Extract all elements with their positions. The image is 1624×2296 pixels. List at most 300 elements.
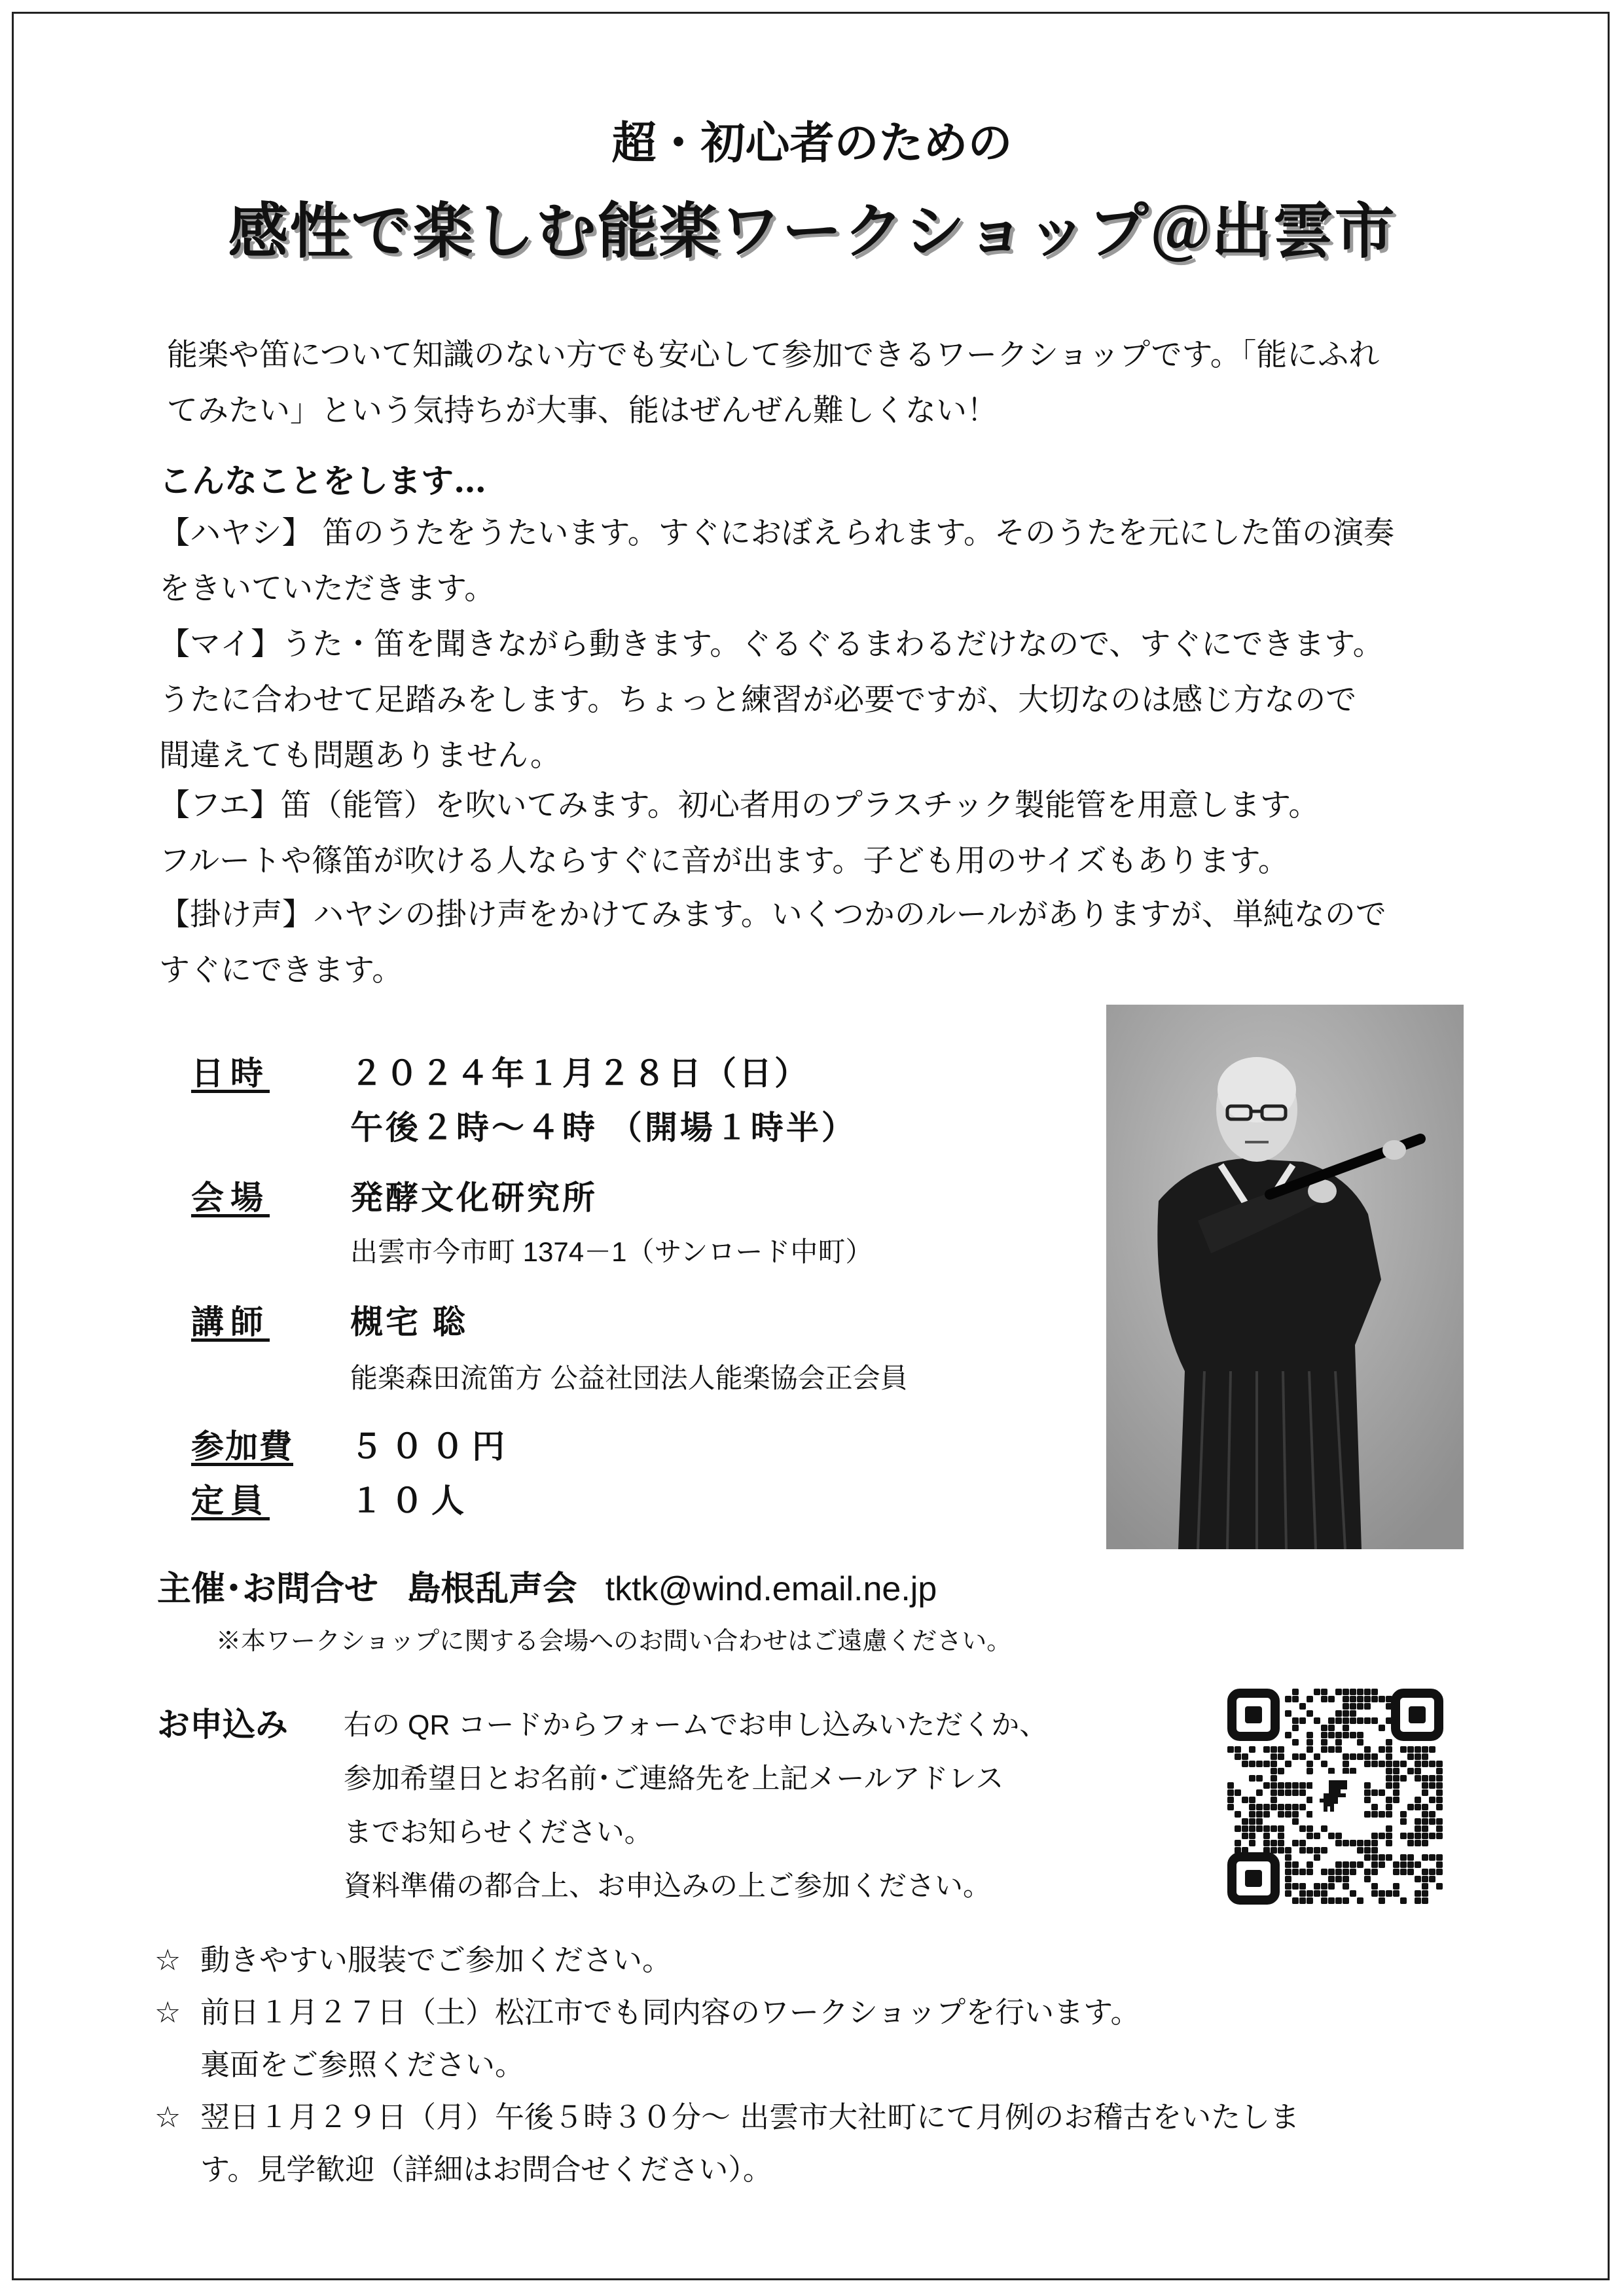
venue-value: 発酵文化研究所 <box>350 1179 598 1216</box>
page-title: 感性で楽しむ能楽ワークショップ＠出雲市 <box>228 196 1396 266</box>
qr-module <box>1307 1897 1313 1904</box>
qr-module <box>1350 1732 1356 1738</box>
apply-text <box>344 1698 1047 1913</box>
qr-module <box>1299 1869 1306 1875</box>
qr-module <box>1321 1847 1327 1854</box>
qr-module <box>1350 1890 1356 1897</box>
qr-module <box>1314 1833 1320 1839</box>
qr-module <box>1292 1861 1299 1868</box>
activity-line: すぐにできます。 <box>159 952 403 988</box>
qr-module <box>1415 1897 1421 1904</box>
qr-module <box>1393 1797 1399 1803</box>
qr-module <box>1357 1696 1363 1702</box>
qr-module <box>1350 1710 1356 1717</box>
qr-module <box>1415 1768 1421 1774</box>
qr-module <box>1321 1689 1327 1695</box>
qr-module <box>1335 1746 1342 1753</box>
qr-module <box>1400 1869 1407 1875</box>
qr-module <box>1371 1890 1378 1897</box>
contact-note: ※本ワークショップに関する会場へのお問い合わせはご遠慮ください。 <box>216 1626 1012 1655</box>
qr-module <box>1328 1869 1335 1875</box>
qr-module <box>1263 1782 1270 1789</box>
qr-module <box>1292 1717 1299 1724</box>
qr-module <box>1386 1746 1392 1753</box>
contact-label: 主催･お問合せ <box>157 1570 379 1608</box>
qr-module <box>1386 1768 1392 1774</box>
qr-module <box>1278 1825 1284 1832</box>
qr-module <box>1379 1890 1385 1897</box>
qr-module <box>1407 1804 1414 1810</box>
qr-module <box>1386 1840 1392 1846</box>
qr-module <box>1292 1725 1299 1731</box>
qr-module <box>1271 1768 1277 1774</box>
qr-module <box>1350 1689 1356 1695</box>
fee-label: 参加費 <box>191 1428 293 1465</box>
qr-module <box>1407 1768 1414 1774</box>
qr-module <box>1371 1833 1378 1839</box>
qr-module <box>1235 1753 1241 1760</box>
qr-module <box>1436 1804 1443 1810</box>
qr-module <box>1364 1689 1371 1695</box>
star-icon: ☆ <box>154 1995 181 2030</box>
capacity-label: 定員 <box>191 1482 270 1519</box>
qr-module <box>1256 1811 1263 1818</box>
qr-module <box>1386 1890 1392 1897</box>
qr-module <box>1393 1890 1399 1897</box>
qr-module <box>1321 1869 1327 1875</box>
qr-module <box>1422 1782 1428 1789</box>
qr-module <box>1249 1804 1255 1810</box>
qr-module <box>1285 1876 1291 1882</box>
qr-module <box>1422 1811 1428 1818</box>
qr-module <box>1299 1753 1306 1760</box>
qr-module <box>1278 1804 1284 1810</box>
qr-module <box>1415 1818 1421 1825</box>
qr-module <box>1379 1811 1385 1818</box>
qr-module <box>1307 1811 1313 1818</box>
qr-module <box>1436 1782 1443 1789</box>
qr-module <box>1285 1804 1291 1810</box>
qr-module <box>1393 1782 1399 1789</box>
qr-module <box>1285 1883 1291 1890</box>
qr-module <box>1249 1746 1255 1753</box>
date-value: ２０２４年１月２８日（日） <box>350 1055 810 1092</box>
qr-module <box>1263 1804 1270 1810</box>
qr-module <box>1299 1897 1306 1904</box>
activity-mai <box>159 617 1384 783</box>
star-icon: ☆ <box>154 2100 181 2134</box>
qr-module <box>1422 1746 1428 1753</box>
qr-module <box>1357 1739 1363 1746</box>
qr-module <box>1422 1753 1428 1760</box>
qr-module <box>1307 1861 1313 1868</box>
qr-module <box>1285 1861 1291 1868</box>
qr-module <box>1429 1775 1435 1782</box>
qr-module <box>1321 1739 1327 1746</box>
contact-org: 島根乱声会 <box>406 1570 577 1608</box>
qr-module <box>1321 1746 1327 1753</box>
activity-line: フルートや篠笛が吹ける人ならすぐに音が出ます。子ども用のサイズもあります。 <box>159 843 1289 879</box>
qr-module <box>1422 1804 1428 1810</box>
qr-module <box>1321 1725 1327 1731</box>
qr-module <box>1357 1753 1363 1760</box>
qr-module <box>1249 1833 1255 1839</box>
qr-module <box>1436 1833 1443 1839</box>
qr-module <box>1249 1811 1255 1818</box>
qr-module <box>1371 1717 1378 1724</box>
qr-module <box>1400 1818 1407 1825</box>
qr-module <box>1400 1897 1407 1904</box>
qr-module <box>1436 1775 1443 1782</box>
qr-module <box>1314 1717 1320 1724</box>
instructor-value: 槻宅 聡 <box>350 1304 468 1340</box>
qr-module <box>1364 1789 1371 1796</box>
qr-module <box>1422 1890 1428 1897</box>
qr-module <box>1350 1717 1356 1724</box>
qr-module <box>1321 1897 1327 1904</box>
qr-module <box>1350 1753 1356 1760</box>
qr-module <box>1314 1689 1320 1695</box>
qr-module <box>1263 1833 1270 1839</box>
qr-module <box>1386 1811 1392 1818</box>
qr-module <box>1364 1753 1371 1760</box>
qr-module <box>1357 1703 1363 1710</box>
qr-module <box>1256 1804 1263 1810</box>
qr-module <box>1328 1833 1335 1839</box>
qr-module <box>1371 1847 1378 1854</box>
qr-module <box>1436 1825 1443 1832</box>
qr-module <box>1407 1840 1414 1846</box>
qr-module <box>1422 1789 1428 1796</box>
qr-module <box>1422 1818 1428 1825</box>
qr-module <box>1400 1811 1407 1818</box>
qr-module <box>1436 1861 1443 1868</box>
qr-module <box>1436 1854 1443 1861</box>
qr-module <box>1429 1818 1435 1825</box>
qr-module <box>1227 1797 1234 1803</box>
qr-module <box>1393 1789 1399 1796</box>
qr-module <box>1271 1775 1277 1782</box>
qr-module <box>1235 1825 1241 1832</box>
qr-module <box>1429 1811 1435 1818</box>
qr-module <box>1371 1840 1378 1846</box>
qr-module <box>1357 1689 1363 1695</box>
qr-module <box>1292 1804 1299 1810</box>
qr-module <box>1321 1890 1327 1897</box>
qr-module <box>1422 1883 1428 1890</box>
qr-module <box>1343 1732 1349 1738</box>
qr-module <box>1321 1883 1327 1890</box>
notes-list <box>154 1934 1299 2196</box>
qr-module <box>1371 1689 1378 1695</box>
qr-module <box>1328 1696 1335 1702</box>
qr-module <box>1407 1833 1414 1839</box>
note-item <box>154 1986 1299 2091</box>
qr-module <box>1400 1746 1407 1753</box>
qr-module <box>1299 1840 1306 1846</box>
qr-module <box>1321 1696 1327 1702</box>
qr-module <box>1436 1818 1443 1825</box>
qr-module <box>1422 1775 1428 1782</box>
qr-module <box>1386 1761 1392 1767</box>
qr-module <box>1371 1761 1378 1767</box>
qr-module <box>1343 1717 1349 1724</box>
qr-module <box>1307 1696 1313 1702</box>
qr-module <box>1292 1840 1299 1846</box>
qr-module <box>1415 1746 1421 1753</box>
qr-module <box>1278 1840 1284 1846</box>
note-item <box>154 1934 1299 1986</box>
qr-module <box>1379 1789 1385 1796</box>
qr-module <box>1415 1804 1421 1810</box>
qr-module <box>1278 1847 1284 1854</box>
qr-module <box>1285 1854 1291 1861</box>
apply-line: までお知らせください。 <box>344 1817 653 1848</box>
qr-module <box>1357 1861 1363 1868</box>
qr-module <box>1371 1861 1378 1868</box>
note-line: す。見学歓迎（詳細はお問合せください）。 <box>200 2152 772 2187</box>
qr-module <box>1371 1869 1378 1875</box>
capacity-value: １０人 <box>350 1482 472 1519</box>
fee-value: ５００円 <box>350 1428 513 1465</box>
qr-module <box>1256 1825 1263 1832</box>
qr-module <box>1343 1876 1349 1882</box>
qr-module <box>1371 1883 1378 1890</box>
qr-module <box>1335 1869 1342 1875</box>
qr-module <box>1321 1825 1327 1832</box>
qr-module <box>1285 1782 1291 1789</box>
qr-module <box>1314 1890 1320 1897</box>
qr-module <box>1371 1854 1378 1861</box>
qr-module <box>1422 1761 1428 1767</box>
qr-module <box>1242 1825 1248 1832</box>
qr-module <box>1299 1717 1306 1724</box>
qr-module <box>1271 1761 1277 1767</box>
activity-line: 【フエ】笛（能管）を吹いてみます。初心者用のプラスチック製能管を用意します。 <box>159 787 1320 823</box>
qr-module <box>1407 1854 1414 1861</box>
qr-module <box>1328 1876 1335 1882</box>
qr-module <box>1407 1753 1414 1760</box>
qr-module <box>1335 1897 1342 1904</box>
qr-module <box>1343 1883 1349 1890</box>
qr-module <box>1386 1797 1392 1803</box>
qr-module <box>1278 1811 1284 1818</box>
qr-module <box>1371 1789 1378 1796</box>
contact-email[interactable]: tktk@wind.email.ne.jp <box>605 1570 937 1608</box>
qr-module <box>1227 1782 1234 1789</box>
qr-module <box>1436 1797 1443 1803</box>
qr-module <box>1256 1789 1263 1796</box>
qr-module <box>1364 1717 1371 1724</box>
note-line: 動きやすい服装でご参加ください。 <box>200 1943 672 1977</box>
qr-module <box>1227 1746 1234 1753</box>
time-value: 午後２時～４時 （開場１時半） <box>350 1109 857 1146</box>
apply-line: 参加希望日とお名前･ご連絡先を上記メールアドレス <box>344 1763 1004 1795</box>
qr-module <box>1256 1761 1263 1767</box>
qr-module <box>1278 1782 1284 1789</box>
qr-module <box>1292 1739 1299 1746</box>
activity-line: 【マイ】うた・笛を聞きながら動きます。ぐるぐるまわるだけなので、すぐにできます。 <box>159 626 1384 662</box>
qr-module <box>1422 1825 1428 1832</box>
qr-module <box>1328 1768 1335 1774</box>
qr-module <box>1292 1811 1299 1818</box>
qr-module <box>1343 1703 1349 1710</box>
qr-module <box>1357 1717 1363 1724</box>
qr-module <box>1285 1789 1291 1796</box>
qr-module <box>1357 1897 1363 1904</box>
qr-module <box>1415 1861 1421 1868</box>
qr-module <box>1343 1753 1349 1760</box>
qr-module <box>1328 1725 1335 1731</box>
qr-module <box>1364 1696 1371 1702</box>
qr-module <box>1350 1703 1356 1710</box>
instructor-label: 講師 <box>191 1304 270 1340</box>
qr-module <box>1263 1746 1270 1753</box>
qr-module <box>1249 1761 1255 1767</box>
qr-module <box>1271 1825 1277 1832</box>
qr-module <box>1371 1753 1378 1760</box>
qr-module <box>1379 1761 1385 1767</box>
activity-line: 【掛け声】ハヤシの掛け声をかけてみます。いくつかのルールがありますが、単純なので <box>159 897 1386 933</box>
qr-module <box>1242 1797 1248 1803</box>
qr-module <box>1393 1861 1399 1868</box>
apply-label: お申込み <box>157 1706 288 1743</box>
activity-line: をきいていただきます。 <box>159 571 496 607</box>
qr-module <box>1386 1825 1392 1832</box>
qr-module <box>1386 1775 1392 1782</box>
qr-module <box>1364 1869 1371 1875</box>
qr-module <box>1364 1746 1371 1753</box>
qr-module <box>1364 1761 1371 1767</box>
qr-module <box>1415 1797 1421 1803</box>
qr-module <box>1227 1789 1234 1796</box>
qr-module <box>1307 1797 1313 1803</box>
qr-module <box>1436 1869 1443 1875</box>
qr-module <box>1364 1876 1371 1882</box>
qr-module <box>1364 1703 1371 1710</box>
activity-line: 間違えても問題ありません。 <box>159 738 561 774</box>
qr-module <box>1335 1840 1342 1846</box>
qr-module <box>1249 1825 1255 1832</box>
qr-module <box>1364 1854 1371 1861</box>
qr-module <box>1386 1833 1392 1839</box>
qr-module <box>1271 1797 1277 1803</box>
qr-module <box>1335 1861 1342 1868</box>
qr-module <box>1429 1782 1435 1789</box>
qr-module <box>1429 1746 1435 1753</box>
qr-module <box>1278 1746 1284 1753</box>
qr-module <box>1386 1739 1392 1746</box>
qr-module <box>1299 1703 1306 1710</box>
qr-module <box>1429 1876 1435 1882</box>
intro-text <box>167 327 1379 439</box>
qr-module <box>1307 1768 1313 1774</box>
qr-module <box>1292 1883 1299 1890</box>
qr-module <box>1379 1897 1385 1904</box>
qr-module <box>1299 1883 1306 1890</box>
qr-module <box>1422 1854 1428 1861</box>
qr-module <box>1292 1789 1299 1796</box>
qr-module <box>1379 1861 1385 1868</box>
qr-module <box>1249 1797 1255 1803</box>
qr-module <box>1263 1840 1270 1846</box>
star-icon: ☆ <box>154 1943 181 1977</box>
qr-module <box>1285 1732 1291 1738</box>
qr-module <box>1292 1782 1299 1789</box>
qr-module <box>1271 1753 1277 1760</box>
qr-module <box>1422 1897 1428 1904</box>
qr-module <box>1393 1869 1399 1875</box>
qr-module <box>1343 1696 1349 1702</box>
qr-module <box>1285 1847 1291 1854</box>
activities-heading: こんなことをします… <box>159 461 486 500</box>
note-item <box>154 2091 1299 2196</box>
activity-line: うたに合わせて足踏みをします。ちょっと練習が必要ですが、大切なのは感じ方なので <box>159 682 1357 718</box>
qr-module <box>1393 1768 1399 1774</box>
qr-module <box>1256 1775 1263 1782</box>
note-line: 翌日１月２９日（月）午後５時３０分～ 出雲市大社町にて月例のお稽古をいたしま <box>200 2100 1300 2134</box>
apply-line: 資料準備の都合上、お申込みの上ご参加ください。 <box>344 1871 991 1902</box>
activity-fue <box>159 778 1319 889</box>
qr-module <box>1285 1761 1291 1767</box>
qr-module <box>1393 1883 1399 1890</box>
qr-module <box>1242 1753 1248 1760</box>
qr-module <box>1343 1710 1349 1717</box>
qr-module <box>1364 1782 1371 1789</box>
qr-module <box>1343 1725 1349 1731</box>
qr-module <box>1271 1782 1277 1789</box>
contact-line <box>157 1561 937 1610</box>
qr-module <box>1400 1833 1407 1839</box>
qr-module <box>1436 1768 1443 1774</box>
qr-module <box>1379 1833 1385 1839</box>
qr-module <box>1364 1797 1371 1803</box>
qr-module <box>1263 1825 1270 1832</box>
qr-module <box>1307 1890 1313 1897</box>
qr-module <box>1271 1840 1277 1846</box>
qr-module <box>1249 1840 1255 1846</box>
qr-module <box>1307 1732 1313 1738</box>
qr-module <box>1422 1876 1428 1882</box>
qr-module <box>1285 1890 1291 1897</box>
qr-module <box>1292 1753 1299 1760</box>
qr-module <box>1343 1897 1349 1904</box>
qr-module <box>1379 1725 1385 1731</box>
qr-module <box>1242 1761 1248 1767</box>
qr-module <box>1271 1789 1277 1796</box>
qr-module <box>1386 1804 1392 1810</box>
qr-module <box>1271 1847 1277 1854</box>
apply-line: 右の QR コードからフォームでお申し込みいただくか、 <box>344 1710 1048 1741</box>
qr-module <box>1400 1861 1407 1868</box>
qr-module <box>1321 1761 1327 1767</box>
qr-module <box>1429 1869 1435 1875</box>
qr-module <box>1343 1689 1349 1695</box>
qr-module <box>1299 1804 1306 1810</box>
qr-module <box>1379 1854 1385 1861</box>
qr-module <box>1307 1782 1313 1789</box>
qr-module <box>1278 1833 1284 1839</box>
qr-module <box>1307 1833 1313 1839</box>
subtitle: 超・初心者のための <box>611 117 1013 170</box>
qr-module <box>1328 1732 1335 1738</box>
qr-module <box>1335 1689 1342 1695</box>
qr-module <box>1415 1840 1421 1846</box>
qr-module <box>1436 1883 1443 1890</box>
qr-module <box>1285 1869 1291 1875</box>
qr-module <box>1285 1811 1291 1818</box>
qr-code-icon[interactable] <box>1224 1685 1447 1908</box>
